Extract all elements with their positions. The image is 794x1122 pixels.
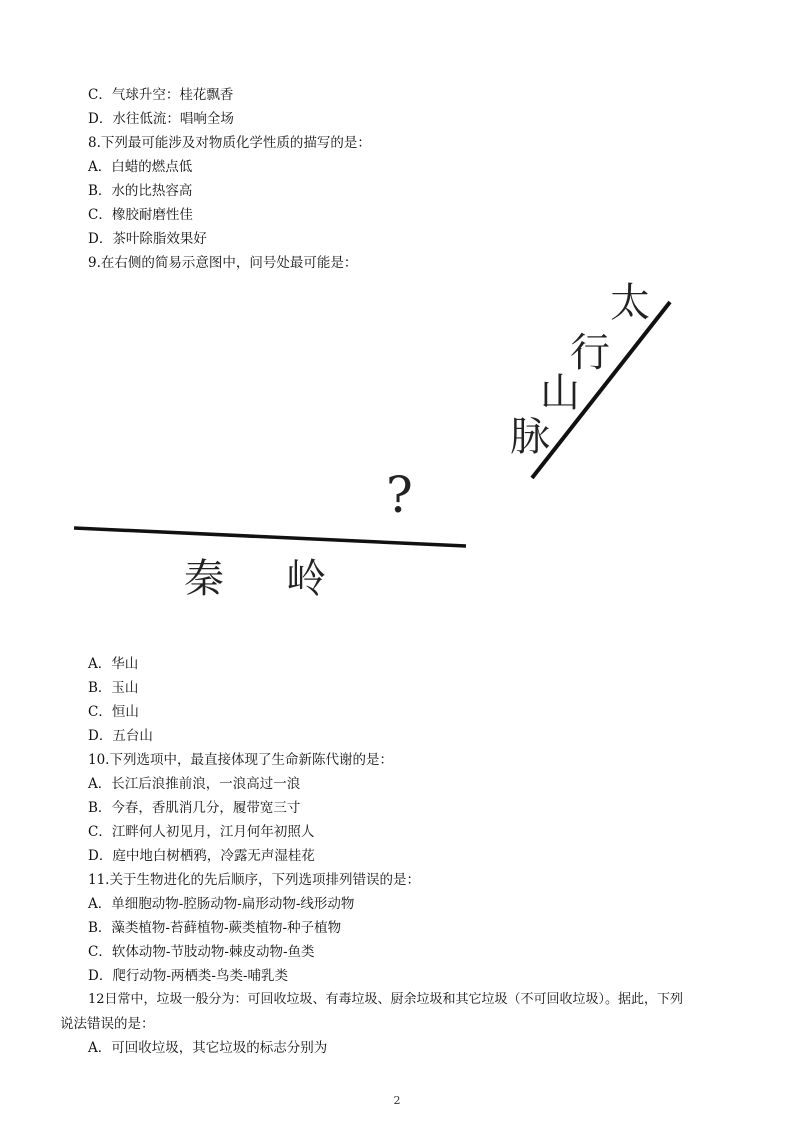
q7-option-d: D．水往低流：唱响全场 — [88, 111, 234, 127]
q9-option-d: D．五台山 — [88, 728, 153, 744]
qinling-range-line — [74, 528, 466, 546]
q12-stem-line-1: 12日常中，垃圾一般分为：可回收垃圾、有毒垃圾、厨余垃圾和其它垃圾（不可回收垃圾）。据此，下列 — [88, 992, 684, 1007]
taihang-char-1: 太 — [610, 282, 650, 326]
q12-option-a: A．可回收垃圾，其它垃圾的标志分别为 — [88, 1040, 328, 1056]
q8-option-d: D．茶叶除脂效果好 — [88, 231, 207, 247]
page-number: 2 — [393, 1094, 401, 1107]
q7-option-c: C．气球升空：桂花飘香 — [88, 87, 234, 103]
taihang-char-2: 行 — [570, 330, 610, 376]
q11-stem: 11.关于生物进化的先后顺序，下列选项排列错误的是： — [88, 872, 420, 888]
q9-option-c: C．恒山 — [88, 704, 139, 720]
q9-stem: 9.在右侧的简易示意图中，问号处最可能是： — [88, 255, 358, 271]
q12-stem-line-2: 说法错误的是： — [60, 1016, 155, 1032]
qinling-char-1: 秦 — [184, 556, 224, 600]
q11-option-a: A．单细胞动物-腔肠动物-扁形动物-线形动物 — [88, 896, 355, 912]
q8-option-c: C．橡胶耐磨性佳 — [88, 207, 193, 223]
question-mark: ? — [386, 466, 413, 524]
taihang-char-4: 脉 — [510, 414, 550, 460]
q8-option-a: A．白蜡的燃点低 — [88, 159, 193, 175]
q10-option-d: D．庭中地白树栖鸦，冷露无声湿桂花 — [88, 848, 315, 864]
q10-stem: 10.下列选项中，最直接体现了生命新陈代谢的是： — [88, 752, 393, 768]
q9-option-a: A．华山 — [88, 656, 139, 672]
q9-option-b: B．玉山 — [88, 680, 139, 696]
q10-option-c: C．江畔何人初见月，江月何年初照人 — [88, 824, 315, 840]
q11-option-b: B．藻类植物-苔藓植物-蕨类植物-种子植物 — [88, 920, 342, 936]
q8-option-b: B．水的比热容高 — [88, 183, 193, 199]
taihang-char-3: 山 — [540, 370, 580, 416]
q8-stem: 8.下列最可能涉及对物质化学性质的描写的是： — [88, 135, 371, 151]
q11-option-c: C．软体动物-节肢动物-棘皮动物-鱼类 — [88, 944, 315, 960]
q11-option-d: D．爬行动物-两栖类-鸟类-哺乳类 — [88, 968, 289, 984]
q9-mountain-diagram — [74, 282, 674, 600]
qinling-char-2: 岭 — [286, 556, 326, 600]
q10-option-a: A．长江后浪推前浪，一浪高过一浪 — [88, 776, 301, 792]
q10-option-b: B．今春，香肌消几分，履带宽三寸 — [88, 800, 301, 816]
